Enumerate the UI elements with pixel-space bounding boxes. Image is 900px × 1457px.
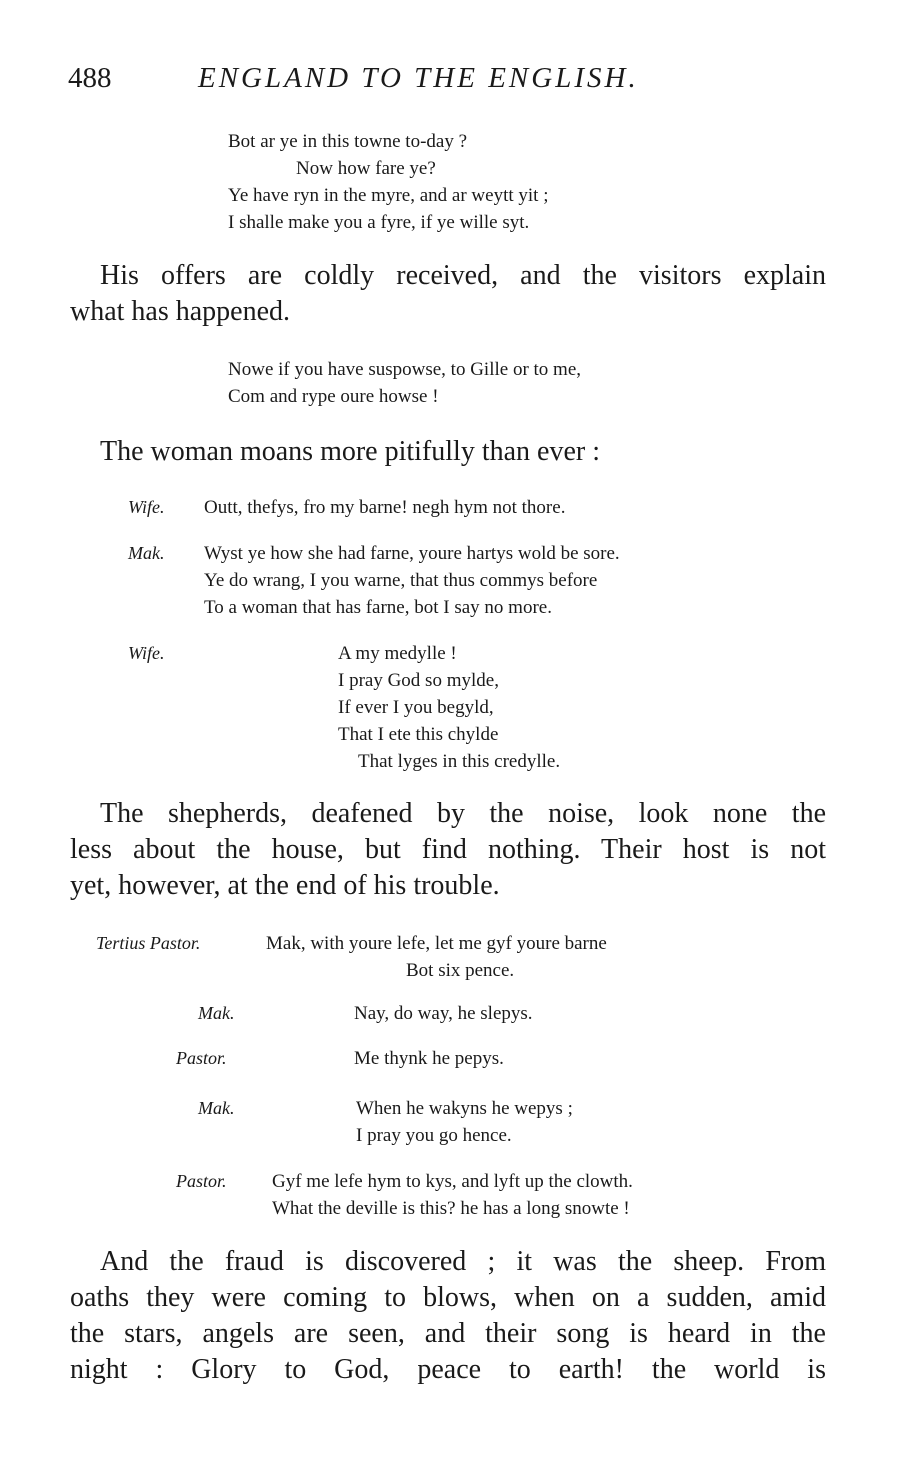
- speaker-wife: Wife.: [128, 643, 165, 663]
- prose-line: the stars, angels are seen, and their song is heard in the: [70, 1318, 826, 1349]
- verse-line: When he wakyns he wepys ;: [356, 1098, 573, 1119]
- paragraph-3: [70, 796, 826, 904]
- verse-line: Me thynk he pepys.: [354, 1048, 504, 1069]
- paragraph-2: [70, 434, 826, 470]
- verse-line: Nay, do way, he slepys.: [354, 1003, 533, 1024]
- verse-line: Bot six pence.: [406, 960, 515, 981]
- paragraph-4: [70, 1244, 826, 1388]
- speaker-pastor: Pastor.: [176, 1171, 227, 1191]
- verse-line: I shalle make you a fyre, if ye wille syt.: [228, 212, 530, 233]
- speaker-mak: Mak.: [198, 1003, 235, 1023]
- prose-line: And the fraud is discovered ; it was the sheep. From: [100, 1246, 826, 1277]
- speech-pastor-2: [272, 1168, 633, 1222]
- prose-line: oaths they were coming to blows, when on a sudden, amid: [70, 1282, 826, 1313]
- speech-tertius-pastor: [266, 930, 607, 984]
- verse-line: That I ete this chylde: [338, 724, 499, 745]
- prose-line: His offers are coldly received, and the visitors explain: [100, 260, 826, 291]
- speech-pastor-1: [354, 1045, 504, 1072]
- speaker-tertius-pastor: Tertius Pastor.: [96, 933, 201, 953]
- verse-line: Now how fare ye?: [296, 158, 436, 179]
- speech-mak-1: [204, 540, 620, 621]
- verse-line: I pray you go hence.: [356, 1125, 512, 1146]
- prose-line: less about the house, but find nothing. Their host is not: [70, 834, 826, 865]
- prose-line: The shepherds, deafened by the noise, look none the: [100, 798, 826, 829]
- running-head: ENGLAND TO THE ENGLISH.: [198, 62, 639, 94]
- verse-block-2: [228, 356, 581, 410]
- prose-line: night : Glory to God, peace to earth! the world is: [70, 1354, 826, 1385]
- verse-line: Com and rype oure howse !: [228, 386, 439, 407]
- speech-wife-1: [204, 494, 565, 521]
- verse-line: Ye have ryn in the myre, and ar weytt yit ;: [228, 185, 549, 206]
- prose-line: The woman moans more pitifully than ever :: [100, 436, 600, 467]
- verse-line: Wyst ye how she had farne, youre hartys wold be sore.: [204, 543, 620, 564]
- speech-mak-2: [354, 1000, 533, 1027]
- prose-line: yet, however, at the end of his trouble.: [70, 870, 500, 901]
- verse-line: What the deville is this? he has a long snowte !: [272, 1198, 630, 1219]
- paragraph-1: [70, 258, 826, 330]
- speaker-mak: Mak.: [198, 1098, 235, 1118]
- speaker-mak: Mak.: [128, 543, 165, 563]
- verse-line: If ever I you begyld,: [338, 697, 494, 718]
- speech-wife-2: [338, 640, 560, 775]
- verse-line: That lyges in this credylle.: [358, 751, 561, 772]
- verse-line: Nowe if you have suspowse, to Gille or to me,: [228, 359, 582, 380]
- verse-line: Ye do wrang, I you warne, that thus commys before: [204, 570, 598, 591]
- verse-line: Mak, with youre lefe, let me gyf youre barne: [266, 933, 607, 954]
- verse-line: A my medylle !: [338, 643, 457, 664]
- verse-line: Bot ar ye in this towne to-day ?: [228, 131, 468, 152]
- speaker-wife: Wife.: [128, 497, 165, 517]
- page-number: 488: [68, 62, 112, 94]
- page-header: [68, 62, 828, 102]
- verse-block-1: [228, 128, 548, 236]
- verse-line: To a woman that has farne, bot I say no more.: [204, 597, 552, 618]
- verse-line: Outt, thefys, fro my barne! negh hym not thore.: [204, 497, 566, 518]
- verse-line: Gyf me lefe hym to kys, and lyft up the clowth.: [272, 1171, 633, 1192]
- verse-line: I pray God so mylde,: [338, 670, 499, 691]
- speech-mak-3: [356, 1095, 573, 1149]
- speaker-pastor: Pastor.: [176, 1048, 227, 1068]
- prose-line: what has happened.: [70, 296, 291, 327]
